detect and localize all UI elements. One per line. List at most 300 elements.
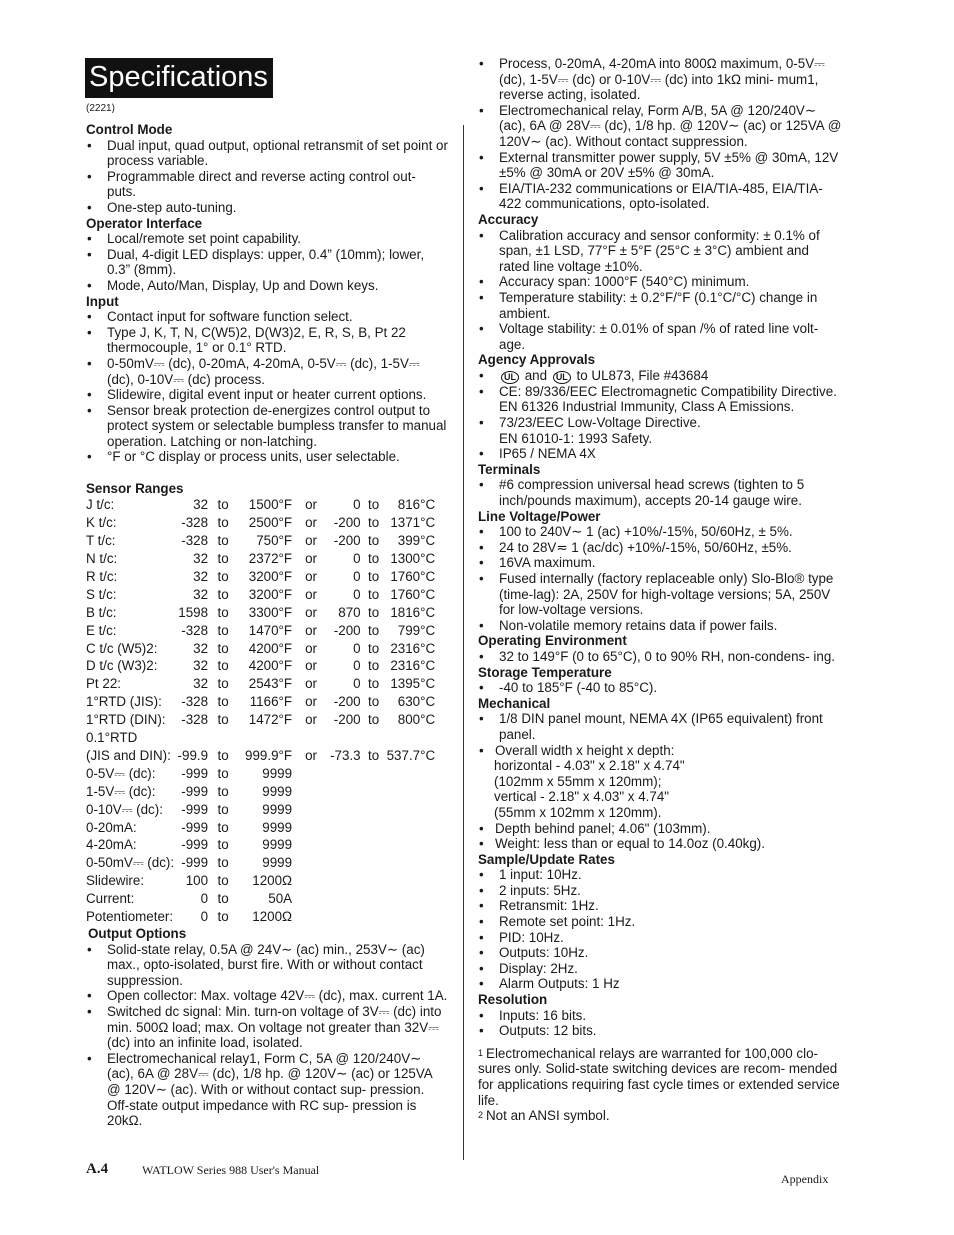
section-heading: Operating Environment [478,633,627,649]
sensor-range-cell: 3300°F [248,604,293,620]
list-item: • Process, 0-20mA, 4-20mA into 800Ω maximum, 0-5V⎓ (dc), 1-5V⎓ (dc) or 0-10V⎓ (dc) into 1kΩ mini- mum1, reverse acting, isolated. [478,56,843,103]
sensor-range-cell: J t/c: [86,497,115,513]
sensor-range-cell: 1598 [178,604,209,620]
sensor-range-cell [361,836,387,854]
sensor-range-cell: or [305,694,318,710]
sensor-range-cell [387,908,436,926]
sensor-range-cell [387,801,436,819]
sensor-range-cell: 9999 [262,819,293,835]
sensor-range-row [86,747,435,765]
sensor-range-cell: 1200Ω [252,909,293,925]
list-item: • Temperature stability: ± 0.2°F/°F (0.1°C/°C) change in ambient. [478,290,843,321]
sensor-range-cell: 32 [193,550,209,566]
sensor-range-row [86,675,435,693]
list-item [478,415,843,446]
sensor-range-cell: -328 [181,622,209,638]
list-item: • Retransmit: 1Hz. [478,898,843,914]
sensor-range-cell [361,890,387,908]
sensor-range-cell: to [217,550,229,566]
sensor-range-cell [330,765,361,783]
list-item: • 1/8 DIN panel mount, NEMA 4X (IP65 equivalent) front panel. [478,711,843,742]
sensor-range-cell [387,890,436,908]
sensor-range-cell: to [217,891,229,907]
sensor-range-cell: to [217,497,229,513]
sensor-range-cell: to [217,855,229,871]
sensor-range-cell [330,783,361,801]
mechanical-list-2 [478,821,843,852]
list-item: • 1 input: 10Hz. [478,867,843,883]
sensor-range-cell: 537.7°C [386,747,436,763]
agency-list [478,368,843,462]
sensor-range-cell: -328 [181,712,209,728]
sensor-range-cell: -328 [181,694,209,710]
list-item: • Local/remote set point capability. [86,231,448,247]
ul-listed-icon: UL [501,371,519,384]
line-voltage-list [478,524,843,633]
sensor-range-cell: to [217,604,229,620]
sensor-range-cell: T t/c: [86,533,116,549]
manual-title: WATLOW Series 988 User's Manual [142,1163,320,1177]
sensor-range-cell: 1°RTD (DIN): [86,712,166,728]
sensor-range-cell: 799°C [397,622,436,638]
list-item: • Depth behind panel; 4.06" (103mm). [478,821,843,837]
sensor-range-cell: 32 [193,568,209,584]
sensor-range-cell: 630°C [397,694,436,710]
list-item: • Accuracy span: 1000°F (540°C) minimum. [478,274,843,290]
sensor-range-cell: to [368,658,380,674]
sensor-range-cell: 9999 [262,765,293,781]
list-item: • Solid-state relay, 0.5A @ 24V∼ (ac) min., 253V∼ (ac) max., opto-isolated, burst fire. With or without contact suppression. [86,942,448,989]
sensor-range-cell: -200 [333,622,361,638]
sensor-range-row [86,550,435,568]
list-item: • Weight: less than or equal to 14.0oz (0.40kg). [478,836,843,852]
sensor-range-cell: 3200°F [248,568,293,584]
sensor-range-cell: -328 [181,515,209,531]
sensor-range-cell [292,872,330,890]
sensor-range-cell: 32 [193,658,209,674]
sensor-range-cell: to [217,658,229,674]
sensor-range-cell [292,908,330,926]
list-item: • Sensor break protection de-energizes control output to protect system or selectable bumpless transfer to manual operation. Latching or non-latching. [86,403,448,450]
sensor-range-cell: -200 [333,533,361,549]
sensor-range-cell [361,908,387,926]
list-item: • One-step auto-tuning. [86,200,448,216]
sensor-range-cell [292,819,330,837]
sensor-range-cell: to [217,765,229,781]
agency-text: to UL873, File #43684 [576,367,709,383]
section-heading: Line Voltage/Power [478,508,601,524]
right-column [478,56,843,1124]
sensor-range-cell [387,872,436,890]
sensor-range-cell: 0-10V⎓ (dc): [86,801,163,817]
sensor-range-cell: 1395°C [390,676,436,692]
sensor-range-row [86,568,435,586]
sensor-range-cell [330,908,361,926]
sensor-range-cell: to [368,568,380,584]
sensor-range-cell: B t/c: [86,604,117,620]
sensor-range-cell: 0 [353,640,361,656]
output-options-list [86,942,448,1129]
sensor-range-cell: R t/c: [86,568,118,584]
sensor-range-row [86,890,435,908]
sensor-range-cell: to [217,694,229,710]
sensor-range-cell [292,836,330,854]
sensor-range-cell: Slidewire: [86,873,145,889]
sensor-range-cell: 1-5V⎓ (dc): [86,783,156,799]
section-heading: Sensor Ranges [86,480,184,496]
list-item: • #6 compression universal head screws (tighten to 5 inch/pounds maximum), accepts 20-14 gauge wire. [478,477,843,508]
list-item: • Switched dc signal: Min. turn-on voltage of 3V⎓ (dc) into min. 500Ω load; max. On voltage not greater than 32V⎓ (dc) into an infinite load, isolated. [86,1004,448,1051]
sensor-range-cell [330,872,361,890]
sensor-range-cell: or [305,568,318,584]
sensor-range-cell: or [305,676,318,692]
sensor-range-cell [292,765,330,783]
section-heading: Output Options [88,926,187,941]
section-heading: Storage Temperature [478,664,612,680]
sensor-range-cell [330,890,361,908]
sensor-range-cell: 9999 [262,783,293,799]
sensor-range-cell [361,819,387,837]
operator-interface-list [86,231,448,293]
sensor-range-cell [292,854,330,872]
sensor-range-cell: 1472°F [248,712,293,728]
sensor-range-cell: -999 [181,765,209,781]
list-item: • Fused internally (factory replaceable only) Slo-Blo® type (time-lag): 2A, 250V for high-voltage versions; 5A, 250V for low-voltage versions. [478,571,843,618]
sensor-range-row [86,532,435,550]
sensor-range-row [86,819,435,837]
footnote: $^2$ Not an ANSI symbol. [478,1108,610,1124]
sensor-range-cell: 1760°C [390,568,436,584]
sensor-range-cell: to [368,586,380,602]
sensor-range-cell: to [368,604,380,620]
sensor-range-cell [387,819,436,837]
sensor-range-row [86,872,435,890]
list-item: • 32 to 149°F (0 to 65°C), 0 to 90% RH, non-condens- ing. [478,649,843,665]
page-title: Specifications [85,58,273,98]
sensor-range-row [86,640,435,658]
sensor-range-cell: 0 [353,586,361,602]
section-heading: Terminals [478,461,541,477]
list-item: • Calibration accuracy and sensor conformity: ± 0.1% of span, ±1 LSD, 77°F ± 5°F (25°C ± 3°C) ambient and rated line voltage ±10%. [478,228,843,275]
sensor-range-cell: to [368,550,380,566]
sensor-range-cell: 32 [193,586,209,602]
sensor-range-cell: 2543°F [248,676,293,692]
sensor-range-cell: 399°C [397,533,436,549]
list-item [478,384,843,415]
dimension-line: (55mm x 102mm x 120mm). [494,804,662,820]
sensor-range-cell: to [368,712,380,728]
sensor-range-cell: 1500°F [248,497,293,513]
sensor-range-row [86,586,435,604]
agency-text: • 73/23/EEC Low-Voltage Directive. [499,415,701,431]
sensor-range-cell: 0 [353,658,361,674]
sensor-range-cell: to [217,873,229,889]
sensor-range-cell: (JIS and DIN): [86,747,171,763]
sensor-range-cell [387,836,436,854]
list-item: • Display: 2Hz. [478,961,843,977]
sensor-range-cell [387,854,436,872]
sensor-range-cell: 0 [353,497,361,513]
sensor-range-cell: or [305,712,318,728]
sensor-range-cell: Pt 22: [86,676,121,692]
sensor-range-cell: -73.3 [330,747,361,763]
sensor-range-cell: to [368,622,380,638]
list-item: • Voltage stability: ± 0.01% of span /% of rated line volt- age. [478,321,843,352]
sensor-range-cell: -999 [181,783,209,799]
list-item: • 24 to 28V≂ 1 (ac/dc) +10%/-15%, 50/60Hz, ±5%. [478,540,843,556]
sensor-range-cell: to [217,622,229,638]
sensor-range-cell: 32 [193,676,209,692]
sensor-range-row [86,711,435,729]
sensor-range-cell: 9999 [262,837,293,853]
sensor-range-cell: to [217,515,229,531]
list-item: • Mode, Auto/Man, Display, Up and Down keys. [86,278,448,294]
sensor-range-cell: -999 [181,837,209,853]
list-item: • Outputs: 12 bits. [478,1023,843,1039]
sensor-range-cell [330,836,361,854]
dimension-line: (102mm x 55mm x 120mm); [494,773,662,789]
sensor-range-cell: 870 [338,604,361,620]
sensor-range-cell: to [217,837,229,853]
list-item: • Contact input for software function select. [86,309,448,325]
sensor-range-cell: E t/c: [86,622,117,638]
sensor-range-cell: 0 [200,891,209,907]
sensor-range-cell [361,783,387,801]
sensor-range-cell: Current: [86,891,135,907]
sensor-range-cell: 1371°C [390,515,436,531]
sensor-range-cell: or [305,550,318,566]
sensor-range-cell: 999.9°F [245,747,293,763]
sensor-range-cell: -200 [333,712,361,728]
sensor-range-cell: 1816°C [390,604,436,620]
list-item: • Programmable direct and reverse acting control out- puts. [86,169,448,200]
resolution-list [478,1008,843,1039]
sensor-range-cell: or [305,747,318,763]
sensor-range-cell: K t/c: [86,515,117,531]
sensor-range-cell: or [305,604,318,620]
sensor-range-cell: 0 [353,568,361,584]
sensor-range-cell [361,765,387,783]
accuracy-list [478,228,843,353]
list-item: • 100 to 240V∼ 1 (ac) +10%/-15%, 50/60Hz, ± 5%. [478,524,843,540]
sensor-range-cell [330,819,361,837]
sensor-range-cell: to [368,676,380,692]
sensor-range-cell: 9999 [262,855,293,871]
sensor-range-cell: 2500°F [248,515,293,531]
section-heading: Control Mode [86,122,173,137]
storage-list [478,680,843,696]
footnote: $^1$ Electromechanical relays are warranted for 100,000 clo- sures only. Solid-state switching devices are recom- mended for applications requiring fast cycle times or extended service life. [478,1045,840,1108]
sensor-range-cell: to [217,909,229,925]
sensor-range-cell: to [217,819,229,835]
sensor-range-cell: 750°F [256,533,293,549]
footnote-text: Electromechanical relays are warranted for 100,000 clo- sures only. Solid-state switching devices are recom- mended for applications requiring fast cycle times or extended service life. [478,1045,840,1108]
sensor-range-cell: 816°C [397,497,436,513]
list-item: • Dual input, quad output, optional retransmit of set point or process variable. [86,138,448,169]
sensor-range-cell: or [305,658,318,674]
sensor-range-cell: D t/c (W3)2: [86,658,158,674]
agency-text: EN 61010-1: 1993 Safety. [499,430,653,446]
sensor-range-cell: Potentiometer: [86,909,174,925]
sensor-range-cell: 3200°F [248,586,293,602]
sensor-range-cell: to [368,515,380,531]
dimension-line: horizontal - 4.03" x 2.18" x 4.74" [494,758,685,774]
sensor-range-cell: -200 [333,694,361,710]
sensor-range-cell: -999 [181,819,209,835]
sensor-ranges-table [86,496,435,926]
sensor-range-row [86,854,435,872]
sensor-range-cell: 1°RTD (JIS): [86,694,162,710]
left-column [86,122,448,1129]
sensor-range-cell [361,854,387,872]
sensor-range-cell: 1200Ω [252,873,293,889]
list-item: • IP65 / NEMA 4X [478,446,843,462]
section-heading: Input [86,293,119,309]
sensor-range-cell: to [217,801,229,817]
list-item: • PID: 10Hz. [478,930,843,946]
sensor-range-row [86,693,435,711]
sensor-range-row [86,622,435,640]
control-mode-list [86,138,448,216]
list-item: • Dual, 4-digit LED displays: upper, 0.4” (10mm); lower, 0.3” (8mm). [86,247,448,278]
list-item: • 2 inputs: 5Hz. [478,883,843,899]
sensor-range-cell: to [217,568,229,584]
sensor-range-cell: to [217,783,229,799]
list-item: • Electromechanical relay1, Form C, 5A @ 120/240V∼ (ac), 6A @ 28V⎓ (dc), 1/8 hp. @ 120V∼ (ac) or 125VA @ 120V∼ (ac). With or without contact sup- pression. Off-state output impedance with RC sup- pression is 20kΩ. [86,1051,448,1129]
list-item: • Overall width x height x depth: [478,743,843,759]
sensor-range-cell: 4200°F [248,658,293,674]
sensor-range-cell: or [305,497,318,513]
sensor-range-cell: to [217,640,229,656]
list-item: • 16VA maximum. [478,555,843,571]
sensor-range-cell: to [217,712,229,728]
sensor-range-row [86,801,435,819]
list-item: • Non-volatile memory retains data if power fails. [478,618,843,634]
sensor-range-cell: 800°C [397,712,436,728]
sensor-range-cell: 32 [193,497,209,513]
section-heading: Sample/Update Rates [478,851,615,867]
sensor-range-cell: 0 [353,676,361,692]
sensor-range-cell: C t/c (W5)2: [86,640,158,656]
sensor-range-cell: 50A [268,891,293,907]
sensor-range-cell: to [368,497,380,513]
sensor-range-cell: 0.1°RTD [86,730,138,746]
sensor-range-cell: 32 [193,640,209,656]
sensor-range-cell: 2316°C [390,658,436,674]
sensor-range-cell: to [217,586,229,602]
sensor-range-row [86,729,435,747]
sensor-range-row [86,604,435,622]
input-list [86,309,448,465]
agency-text: EN 61326 Industrial Immunity, Class A Emissions. [499,399,795,415]
sensor-range-cell: 1300°C [390,550,436,566]
sensor-range-cell: 1760°C [390,586,436,602]
section-heading: Operator Interface [86,215,203,231]
section-heading: Resolution [478,992,548,1008]
sensor-range-row [86,783,435,801]
sensor-range-cell: 0-5V⎓ (dc): [86,765,156,781]
terminals-list [478,477,843,508]
page-number: A.4 [86,1161,109,1177]
sensor-range-cell: 1470°F [248,622,293,638]
sensor-range-cell: -328 [181,533,209,549]
sensor-range-cell: 1166°F [249,694,293,710]
sensor-range-cell [387,765,436,783]
list-item: • Type J, K, T, N, C(W5)2, D(W3)2, E, R, S, B, Pt 22 thermocouple, 1° or 0.1° RTD. [86,325,448,356]
operating-environment-list [478,649,843,665]
list-item: • Slidewire, digital event input or heater current options. [86,387,448,403]
list-item: • 0-50mV⎓ (dc), 0-20mA, 4-20mA, 0-5V⎓ (dc), 1-5V⎓ (dc), 0-10V⎓ (dc) process. [86,356,448,387]
sensor-range-cell: 9999 [262,801,293,817]
sensor-range-cell: 0 [200,909,209,925]
sensor-range-cell: to [368,640,380,656]
dimension-line: vertical - 2.18" x 4.03" x 4.74" [494,789,670,805]
ul-recognized-icon: UL [553,371,571,384]
output-options-continued-list [478,56,843,212]
sensor-range-cell: or [305,533,318,549]
footnote-text: Not an ANSI symbol. [486,1108,610,1124]
list-item: • Open collector: Max. voltage 42V⎓ (dc), max. current 1A. [86,988,448,1004]
sensor-range-cell: 4200°F [248,640,293,656]
sensor-range-cell: 2372°F [248,550,293,566]
sensor-range-cell: S t/c: [86,586,117,602]
sensor-range-row [86,496,435,514]
sensor-range-cell: to [217,533,229,549]
section-heading: Mechanical [478,695,551,711]
sensor-range-cell [292,801,330,819]
sensor-range-cell [330,801,361,819]
agency-text: • CE: 89/336/EEC Electromagnetic Compatibility Directive. [499,383,837,399]
sensor-range-row [86,836,435,854]
sensor-range-cell: or [305,586,318,602]
sensor-range-cell [330,854,361,872]
sensor-range-cell [361,801,387,819]
sensor-range-row [86,514,435,532]
sensor-range-cell: 0 [353,550,361,566]
sensor-range-cell [292,783,330,801]
list-item: • External transmitter power supply, 5V ±5% @ 30mA, 12V ±5% @ 30mA or 20V ±5% @ 30mA. [478,150,843,181]
sensor-range-cell: to [368,533,380,549]
list-item: • Alarm Outputs: 1 Hz [478,976,843,992]
list-item: • -40 to 185°F (-40 to 85°C). [478,680,843,696]
sensor-range-cell: 4-20mA: [86,837,137,853]
sensor-range-cell: N t/c: [86,550,118,566]
sensor-range-cell: -99.9 [177,747,209,763]
list-item [478,368,843,384]
sensor-range-cell [387,783,436,801]
sensor-range-cell: 0-50mV⎓ (dc): [86,855,175,871]
list-item: • Electromechanical relay, Form A/B, 5A @ 120/240V∼ (ac), 6A @ 28V⎓ (dc), 1/8 hp. @ 120V∼ (ac) or 125VA @ 120V∼ (ac). Without contact suppression. [478,103,843,150]
mechanical-list [478,711,843,758]
sensor-range-cell [292,890,330,908]
section-label: Appendix [781,1172,829,1186]
sensor-range-cell: or [305,622,318,638]
sensor-range-cell: 100 [185,873,209,889]
column-divider [463,125,464,1160]
sensor-range-cell: to [217,747,229,763]
sensor-range-row [86,908,435,926]
sensor-range-cell: to [368,747,380,763]
list-item: • Outputs: 10Hz. [478,945,843,961]
sensor-range-cell: -999 [181,855,209,871]
section-heading: Accuracy [478,211,539,227]
section-heading: Agency Approvals [478,352,596,368]
list-item: • Inputs: 16 bits. [478,1008,843,1024]
agency-text: and [524,367,548,383]
sensor-range-cell: -999 [181,801,209,817]
sensor-range-row [86,765,435,783]
sensor-range-cell: to [217,676,229,692]
